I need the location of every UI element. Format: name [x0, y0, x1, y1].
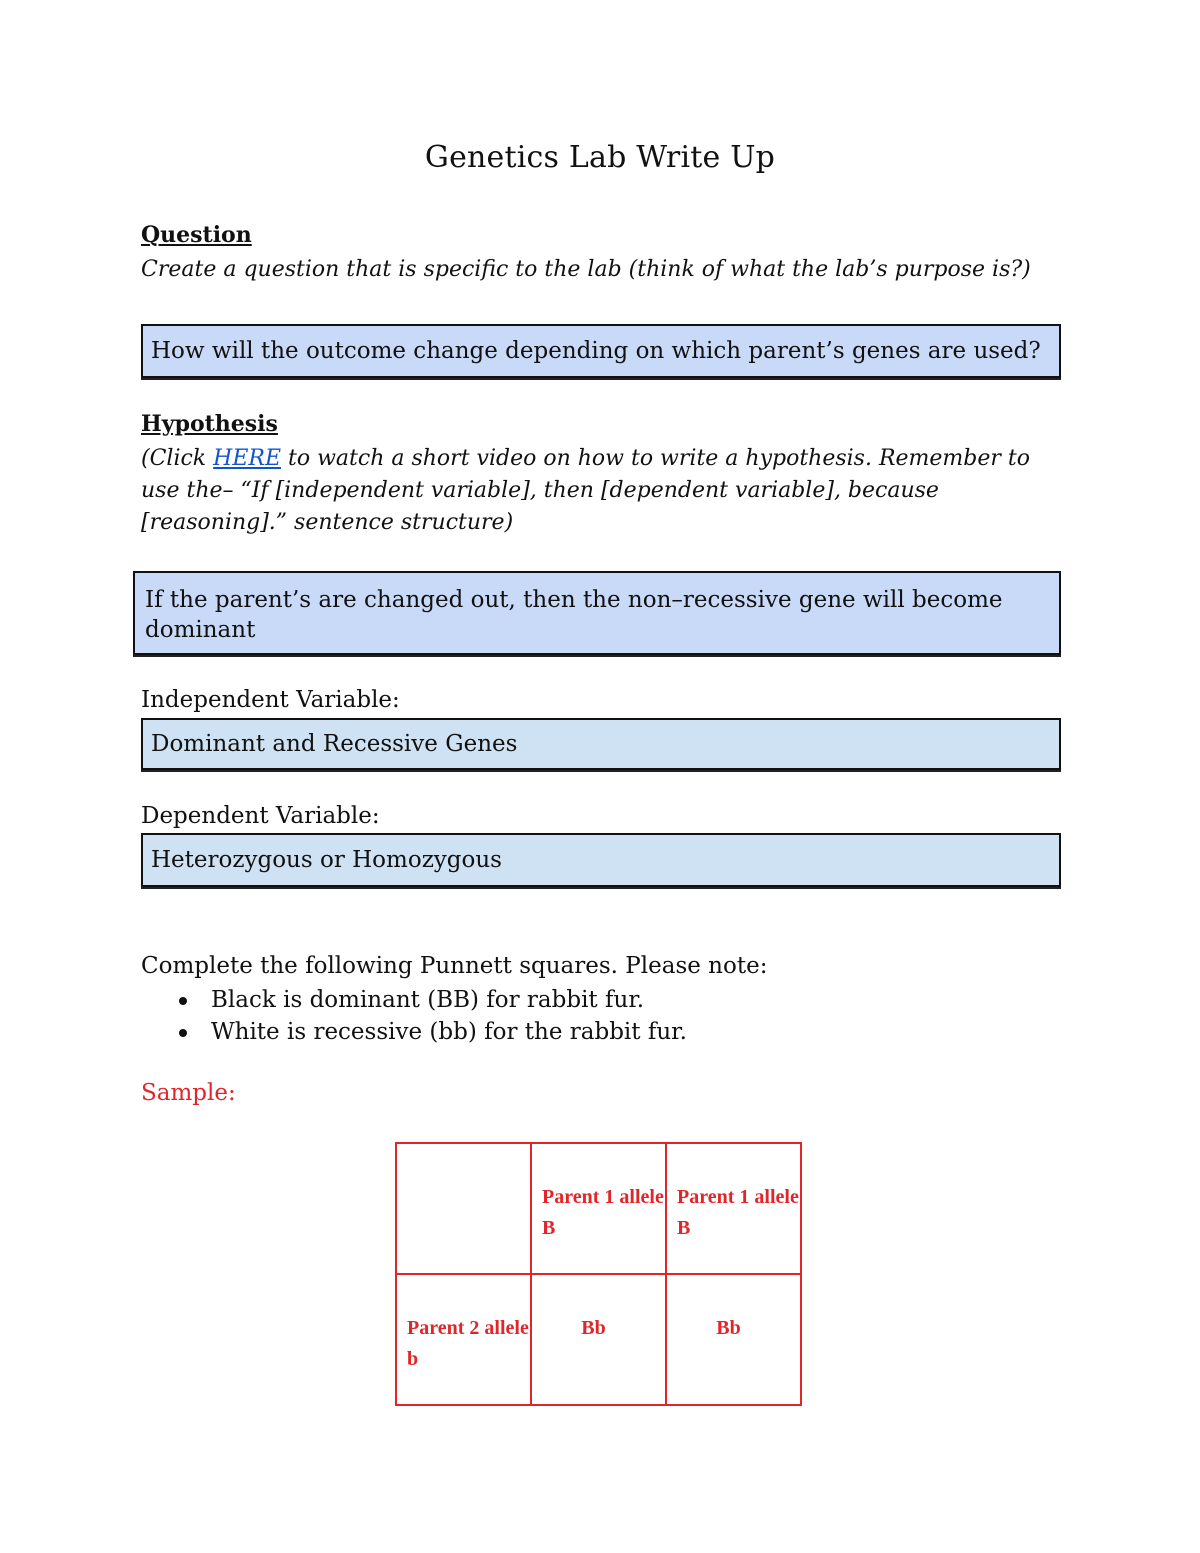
independent-variable-label: Independent Variable:: [141, 687, 400, 713]
sample-punnett-square: [395, 1142, 802, 1406]
punnett-corner-cell: [396, 1143, 531, 1274]
punnett-header-row: [396, 1143, 801, 1274]
independent-variable-field[interactable]: Dominant and Recessive Genes: [141, 718, 1061, 770]
punnett-offspring-row: [396, 1274, 801, 1405]
punnett-parent1-cell: [666, 1143, 801, 1274]
parent2-allele-label: Parent 2 allele b: [407, 1317, 529, 1370]
sample-label: Sample:: [141, 1080, 236, 1106]
question-heading: Question: [141, 222, 252, 248]
punnett-notes-list: [141, 984, 687, 1048]
question-instruction: Create a question that is specific to the lab (think of what the lab’s purpose is?): [141, 257, 1031, 282]
parent1-allele-label: Parent 1 allele B: [677, 1186, 799, 1239]
punnett-corner-text: [397, 1144, 530, 1182]
punnett-parent2-cell: [396, 1274, 531, 1405]
punnett-instructions: Complete the following Punnett squares. Please note:: [141, 953, 768, 979]
punnett-offspring-cell: [531, 1274, 666, 1405]
parent1-allele-label: Parent 1 allele B: [542, 1186, 664, 1239]
hypothesis-video-link[interactable]: HERE: [213, 446, 282, 471]
hypothesis-instruction-suffix: to watch a short video on how to write a hypothesis. Remember to use the– “If [independent variable], then [dependent variable], because [reasoning].” sentence structure): [141, 446, 1030, 535]
offspring-genotype: Bb: [581, 1317, 606, 1339]
note-text: Black is dominant (BB) for rabbit fur.: [211, 987, 645, 1013]
offspring-genotype: Bb: [716, 1317, 741, 1339]
hypothesis-answer-field[interactable]: If the parent’s are changed out, then the non–recessive gene will become dominant: [133, 571, 1061, 655]
list-item: [141, 984, 687, 1016]
punnett-offspring-cell: [666, 1274, 801, 1405]
dependent-variable-label: Dependent Variable:: [141, 803, 380, 829]
punnett-parent1-cell: [531, 1143, 666, 1274]
dependent-variable-field[interactable]: Heterozygous or Homozygous: [141, 833, 1061, 887]
hypothesis-instruction: [141, 443, 1056, 539]
page-title: Genetics Lab Write Up: [424, 140, 776, 175]
list-item: [141, 1016, 687, 1048]
hypothesis-heading: Hypothesis: [141, 411, 278, 437]
bullet-icon: [179, 1029, 187, 1037]
question-answer-field[interactable]: How will the outcome change depending on which parent’s genes are used?: [141, 324, 1061, 378]
bullet-icon: [179, 997, 187, 1005]
note-text: White is recessive (bb) for the rabbit fur.: [211, 1019, 687, 1045]
hypothesis-instruction-prefix: (Click: [141, 446, 214, 471]
